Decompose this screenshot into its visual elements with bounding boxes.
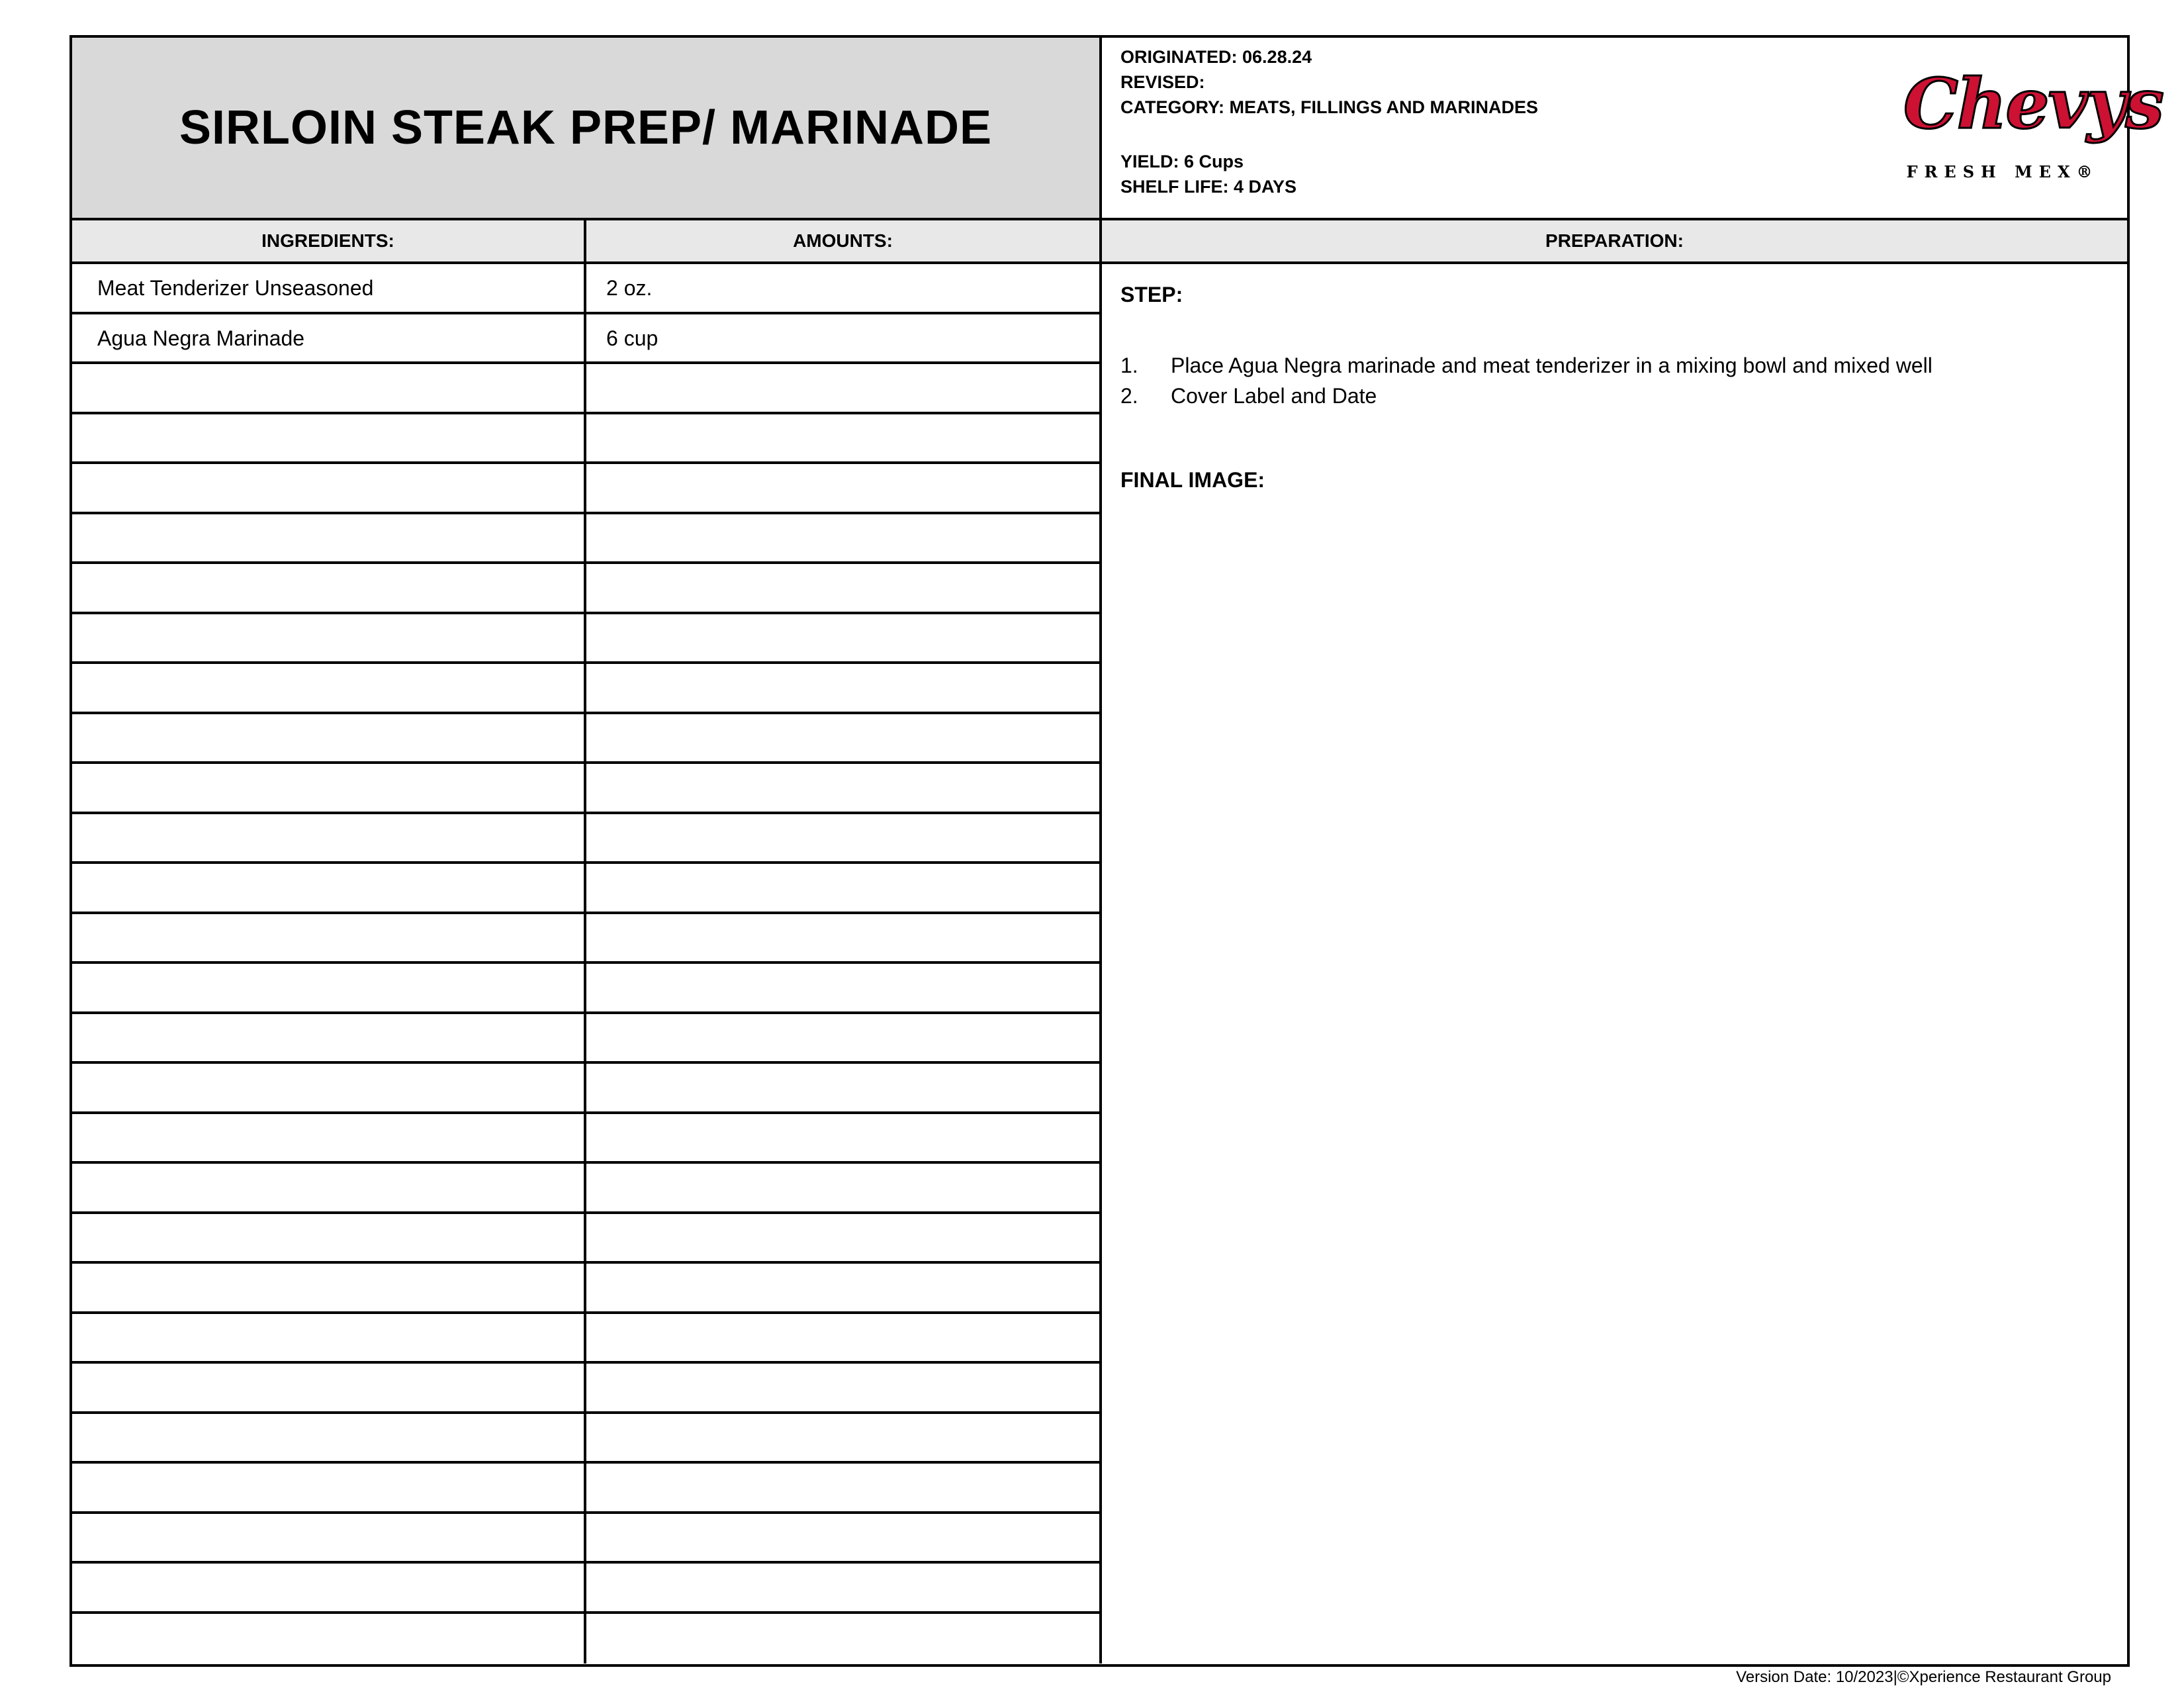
- amount-cell: [586, 1314, 1102, 1362]
- ingredient-cell: [72, 914, 586, 962]
- table-row: [72, 1064, 1102, 1114]
- amount-cell: 6 cup: [586, 314, 1102, 362]
- version-footer: Version Date: 10/2023|©Xperience Restaurant Group: [1736, 1668, 2111, 1686]
- chevys-logo: [1903, 63, 2163, 190]
- meta-cell: [1102, 38, 2163, 218]
- title-cell: [72, 38, 1102, 218]
- recipe-card: [69, 35, 2163, 1667]
- amount-cell: [586, 1014, 1102, 1062]
- amount-cell: [586, 1214, 1102, 1262]
- table-row: [72, 1164, 1102, 1214]
- ingredient-cell: [72, 814, 586, 862]
- ingredient-cell: [72, 514, 586, 562]
- table-row: [72, 1564, 1102, 1614]
- logo-wordmark: Chevys: [1903, 63, 2163, 144]
- ingredient-cell: [72, 614, 586, 662]
- amount-cell: [586, 614, 1102, 662]
- meta-revised: REVISED:: [1120, 72, 1205, 92]
- amount-cell: [586, 1114, 1102, 1162]
- preparation-header: PREPARATION:: [1545, 230, 1684, 251]
- meta-originated: ORIGINATED: 06.28.24: [1120, 47, 1312, 67]
- recipe-title: SIRLOIN STEAK PREP/ MARINADE: [179, 101, 993, 154]
- amount-cell: [586, 564, 1102, 612]
- table-row: [72, 1514, 1102, 1564]
- step-number: 1.: [1120, 353, 1138, 377]
- table-row: [72, 1464, 1102, 1514]
- ingredient-cell: [72, 1564, 586, 1611]
- ingredient-cell: [72, 1514, 586, 1562]
- table-row: [72, 1264, 1102, 1314]
- column-header-row: [72, 218, 2127, 264]
- step-text: Place Agua Negra marinade and meat tenderizer in a mixing bowl and mixed well: [1171, 353, 1933, 377]
- table-row: [72, 764, 1102, 814]
- ingredient-cell: [72, 564, 586, 612]
- final-image-label: FINAL IMAGE:: [1120, 468, 1265, 492]
- ingredient-cell: Meat Tenderizer Unseasoned: [72, 264, 586, 312]
- ingredient-cell: [72, 864, 586, 912]
- ingredient-cell: [72, 664, 586, 712]
- ingredient-cell: [72, 1614, 586, 1664]
- ingredient-cell: [72, 1164, 586, 1211]
- step-label: STEP:: [1120, 283, 1183, 306]
- amount-cell: [586, 664, 1102, 712]
- table-row: [72, 514, 1102, 565]
- step-item: [1120, 350, 1933, 381]
- table-row: [72, 1014, 1102, 1064]
- table-row: [72, 364, 1102, 414]
- amount-cell: [586, 1464, 1102, 1511]
- step-number: 2.: [1120, 384, 1138, 408]
- amount-cell: [586, 814, 1102, 862]
- table-row: [72, 714, 1102, 765]
- amount-cell: [586, 514, 1102, 562]
- ingredient-cell: [72, 1314, 586, 1362]
- amount-cell: [586, 864, 1102, 912]
- table-row: [72, 264, 1102, 314]
- meta-shelf-life: SHELF LIFE: 4 DAYS: [1120, 177, 1297, 197]
- ingredient-cell: [72, 714, 586, 762]
- amount-cell: [586, 364, 1102, 412]
- ingredient-cell: [72, 1414, 586, 1462]
- amount-cell: [586, 1164, 1102, 1211]
- ingredient-cell: [72, 964, 586, 1011]
- amount-cell: [586, 964, 1102, 1011]
- table-row: [72, 914, 1102, 964]
- amount-cell: [586, 764, 1102, 812]
- step-list: [1120, 350, 1933, 411]
- table-row: [72, 414, 1102, 465]
- table-row: [72, 564, 1102, 614]
- table-row: [72, 314, 1102, 365]
- ingredient-cell: [72, 1014, 586, 1062]
- meta-yield: YIELD: 6 Cups: [1120, 152, 1244, 171]
- amount-cell: 2 oz.: [586, 264, 1102, 312]
- amount-cell: [586, 714, 1102, 762]
- table-row: [72, 1114, 1102, 1164]
- table-row: [72, 1614, 1102, 1664]
- ingredient-cell: [72, 764, 586, 812]
- table-row: [72, 614, 1102, 665]
- ingredient-cell: [72, 1464, 586, 1511]
- ingredient-cell: [72, 364, 586, 412]
- step-text: Cover Label and Date: [1171, 384, 1377, 408]
- logo-tagline: FRESH MEX®: [1906, 162, 2099, 181]
- ingredient-table: [72, 264, 1102, 1664]
- table-row: [72, 964, 1102, 1014]
- amount-cell: [586, 1514, 1102, 1562]
- ingredients-header: INGREDIENTS:: [72, 220, 586, 261]
- amount-cell: [586, 1264, 1102, 1311]
- amount-cell: [586, 914, 1102, 962]
- ingredient-cell: [72, 1114, 586, 1162]
- table-row: [72, 1314, 1102, 1364]
- ingredient-cell: [72, 414, 586, 462]
- amount-cell: [586, 1064, 1102, 1111]
- amount-cell: [586, 1614, 1102, 1664]
- table-row: [72, 864, 1102, 914]
- step-item: [1120, 381, 1933, 411]
- ingredient-cell: [72, 1364, 586, 1411]
- ingredient-cell: [72, 1264, 586, 1311]
- meta-category: CATEGORY: MEATS, FILLINGS AND MARINADES: [1120, 97, 1539, 117]
- amounts-header: AMOUNTS:: [586, 220, 1102, 261]
- ingredient-cell: [72, 1064, 586, 1111]
- table-row: [72, 1364, 1102, 1414]
- table-row: [72, 1414, 1102, 1464]
- table-row: [72, 664, 1102, 714]
- table-row: [72, 1214, 1102, 1264]
- preparation-panel: [1102, 264, 2127, 1664]
- ingredient-cell: [72, 1214, 586, 1262]
- amount-cell: [586, 414, 1102, 462]
- amount-cell: [586, 1364, 1102, 1411]
- ingredient-cell: Agua Negra Marinade: [72, 314, 586, 362]
- amount-cell: [586, 1564, 1102, 1611]
- table-row: [72, 814, 1102, 865]
- amount-cell: [586, 464, 1102, 512]
- ingredient-cell: [72, 464, 586, 512]
- amount-cell: [586, 1414, 1102, 1462]
- table-row: [72, 464, 1102, 514]
